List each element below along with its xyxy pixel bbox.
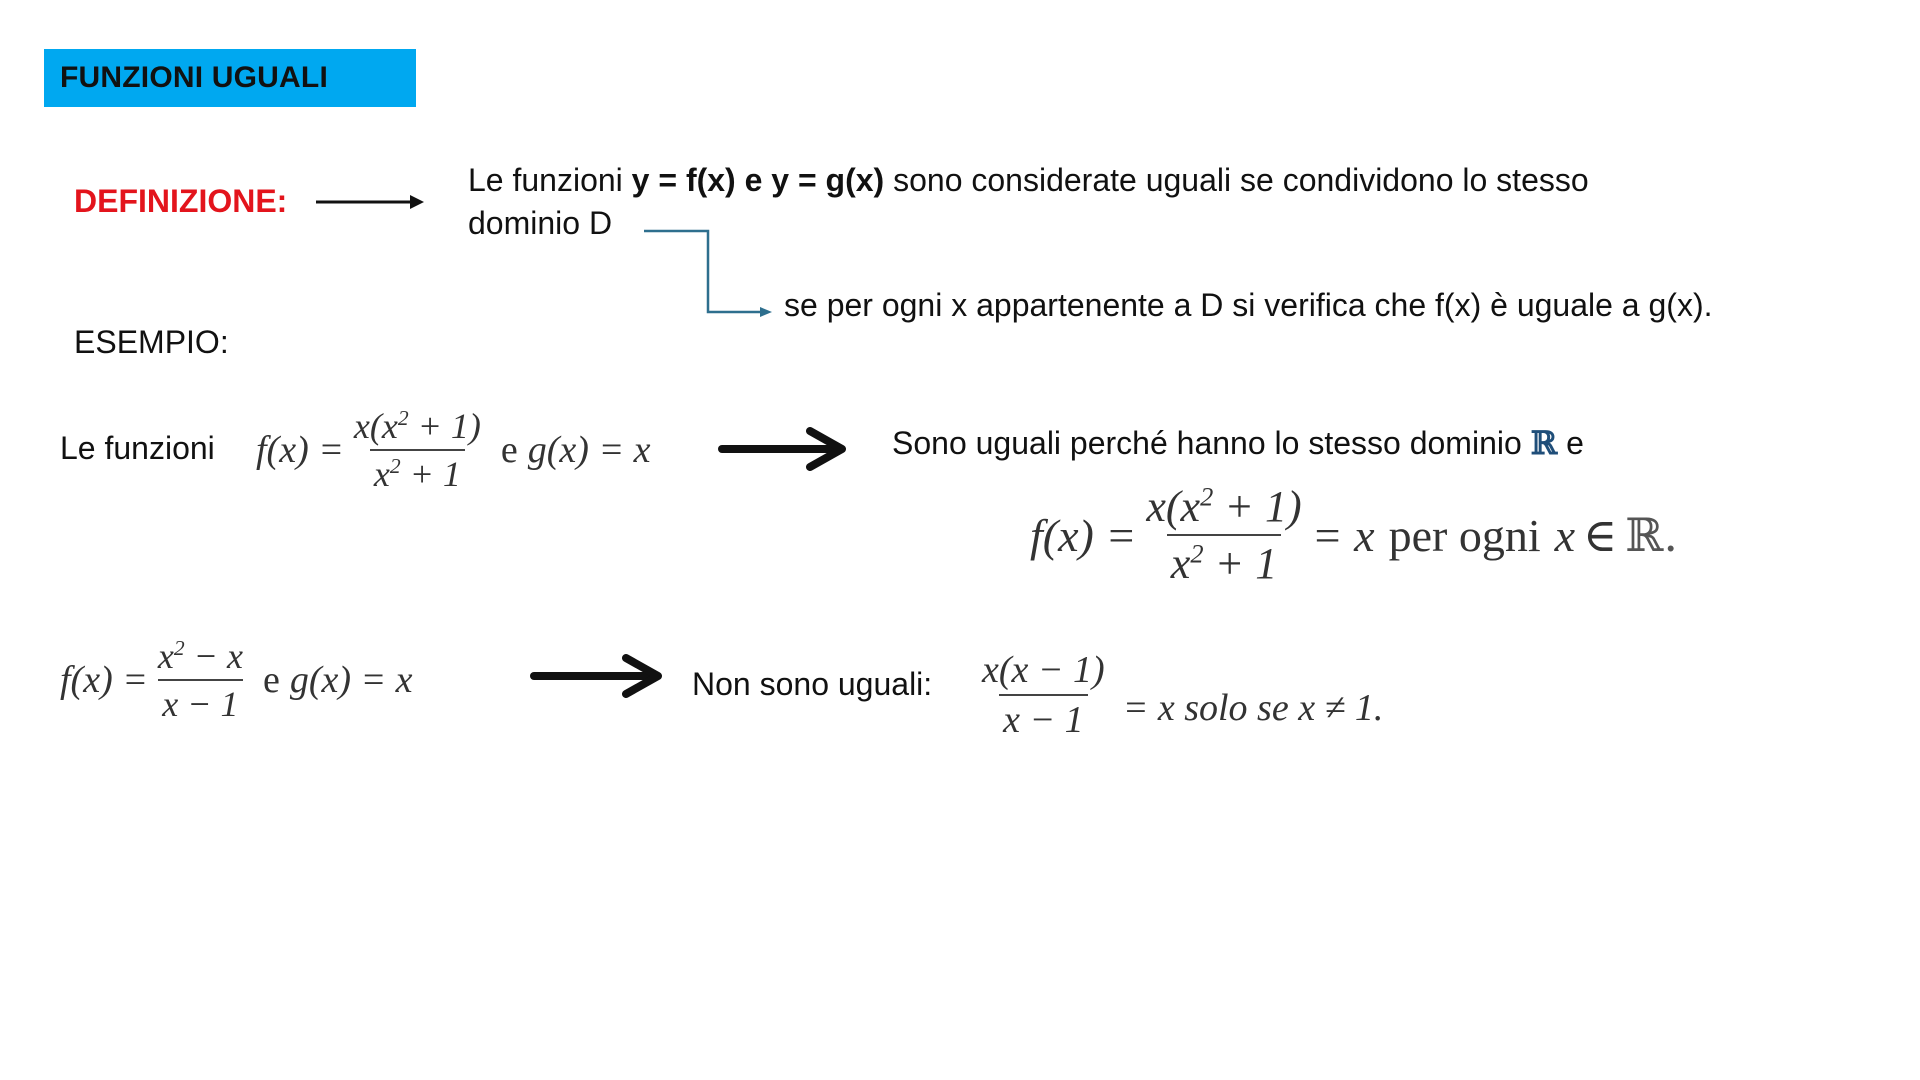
example1-result-tail: e [1566,425,1584,461]
example1-formula-set: ℝ. [1625,508,1678,562]
example1-definitions [256,400,650,500]
example1-formula-den-sup: 2 [1190,538,1204,569]
example1-result-text: Sono uguali perché hanno lo stesso dominio [892,425,1522,461]
example1-formula-num-b: + 1) [1213,482,1302,531]
example2-g-expr: g(x) = x [289,659,413,701]
example1-result [892,424,1584,462]
example1-formula-in: ∈ [1583,510,1618,561]
definition-branch-text: se per ogni x appartenente a D si verifica che f(x) è uguale a g(x). [784,287,1713,323]
example1-lead: Le funzioni [60,430,215,466]
example2-definitions [60,630,413,730]
example1-formula-word: per ogni [1388,509,1541,561]
definition-functions: y = f(x) e y = g(x) [631,162,885,198]
example1-f-num-a: x(x [353,406,398,446]
example1-formula-den-b: + 1 [1203,539,1278,588]
example2-connector: e [262,659,280,701]
example1-formula-x: x [1554,509,1576,561]
example1-f-num-sup: 2 [397,406,409,430]
example2-f-num-b: − x [184,636,243,676]
example1-f-num-b: + 1) [408,406,481,446]
example1-f-den-sup: 2 [389,454,401,478]
definition-text-a: Le funzioni [468,162,632,198]
example1-formula-eq: = x [1311,509,1375,561]
definition-text-c: sono considerate uguali se condividono lo stesso [884,162,1589,198]
example2-formula-num: x(x − 1) [982,649,1105,691]
example2-f-den: x − 1 [158,679,242,725]
real-numbers-icon: ℝ [1530,424,1558,462]
elbow-connector-arrow-icon [642,222,776,318]
example1-formula-num-a: x(x [1146,482,1201,531]
example1-f-lhs: f(x) = [256,429,344,471]
example2-f-num-a: x [157,636,174,676]
example1-formula-fraction [1142,481,1305,589]
example2-formula-den: x − 1 [999,694,1088,742]
example1-formula-num-sup: 2 [1200,481,1214,512]
arrow-right-thin-icon [314,190,426,214]
example2-formula-rest: = x solo se x ≠ 1. [1122,687,1384,729]
example-label: ESEMPIO: [74,324,229,360]
example1-formula [1030,475,1678,595]
example1-connector: e [500,429,518,471]
example2-f-num-sup: 2 [173,636,185,660]
example2-formula-fraction [978,648,1109,742]
example2-result-text: Non sono uguali: [692,666,933,702]
example1-f-den-a: x [373,454,390,494]
example1-f-den-b: + 1 [400,454,461,494]
example1-f-fraction [350,405,485,495]
arrow-right-bold-icon [530,652,670,700]
arrow-right-bold-icon [718,426,852,472]
definition-line-2: dominio D [468,205,613,241]
example1-g-expr: g(x) = x [527,429,651,471]
example2-f-lhs: f(x) = [60,659,148,701]
example2-formula [972,640,1383,750]
title-banner [44,49,416,107]
example2-f-fraction [154,635,247,725]
definition-label: DEFINIZIONE: [74,183,288,219]
example1-formula-den-a: x [1170,539,1191,588]
page-title: FUNZIONI UGUALI [60,61,328,94]
example1-formula-lhs: f(x) = [1030,509,1137,561]
definition-line-1 [468,162,1589,199]
